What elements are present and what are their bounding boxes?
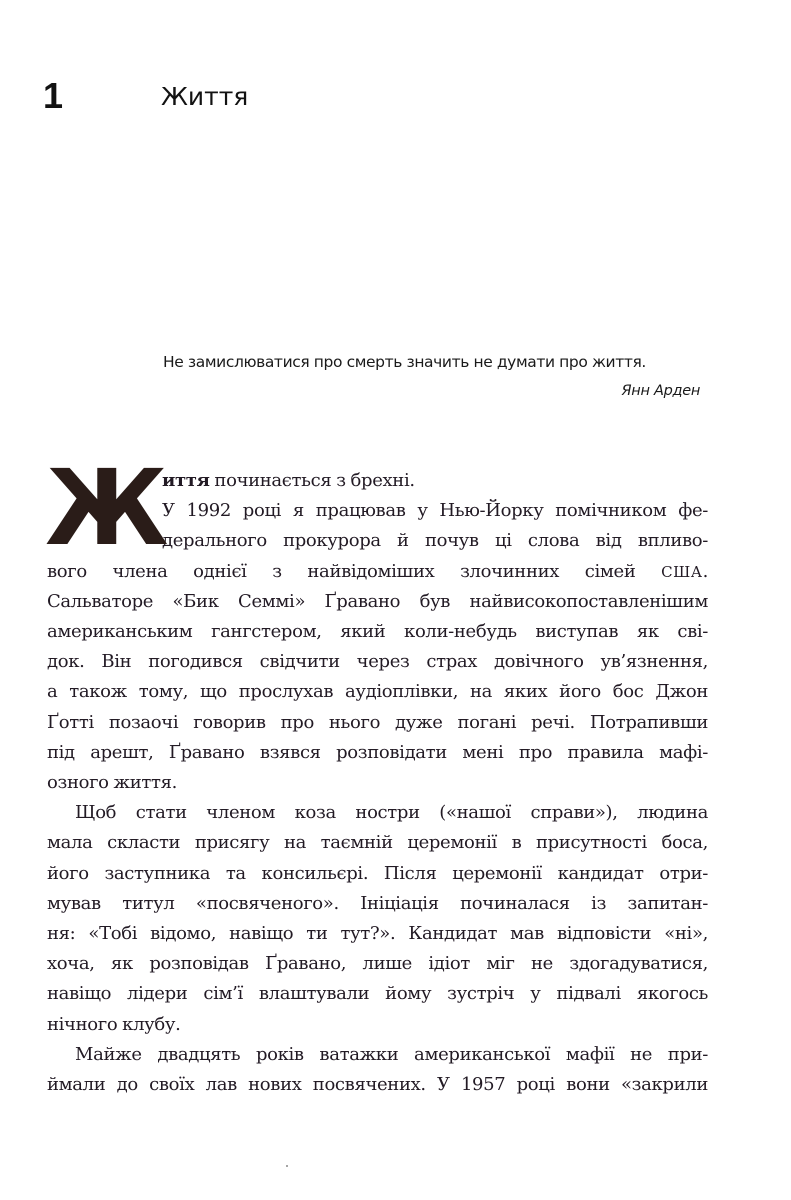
text-span: . [702,560,708,582]
text-line: американським гангстером, який коли-небудь виступав як сві- [47,621,708,643]
text-line: хоча, як розповідав Ґравано, лише ідіот міг не здогадуватися, [47,953,708,975]
text-line: під арешт, Ґравано взявся розповідати мені про правила мафі- [47,741,708,763]
text-line: його заступника та консильєрі. Після церемонії кандидат отри- [47,862,708,884]
text-line: Сальваторе «Бик Семмі» Ґравано був найвисокопоставленішим [47,590,708,612]
lead-word: иття [162,470,210,491]
text-line: ня: «Тобі відомо, навіщо ти тут?». Кандидат мав відповісти «ні», [47,923,708,945]
scan-speck [286,1165,288,1167]
text-line: дерального прокурора й почув ці слова від впливо- [162,530,708,552]
text-line: Майже двадцять років ватажки американської мафії не при- [75,1043,708,1065]
text-line: мував титул «посвяченого». Ініціація починалася із запитан- [47,892,708,914]
text-line: навіщо лідери сім’ї влаштували йому зустріч у підвалі якогось [47,983,708,1005]
third-paragraph [47,1040,708,1100]
text-line: ймали до своїх лав нових посвячених. У 1957 році вони «закрили [47,1074,708,1096]
text-span: починається з брехні. [209,470,415,491]
abbreviation: США [661,562,703,581]
text-line: Щоб стати членом коза ностри («нашої справи»), людина [75,802,708,824]
dropcap-letter: Ж [45,447,165,569]
epigraph-quote: Не замислюватися про смерть значить не думати про життя. [163,353,646,371]
chapter-title: Життя [161,82,249,111]
second-paragraph [47,798,708,1040]
text-line: нічного клубу. [47,1013,181,1035]
text-line: Ґотті позаочі говорив про нього дуже погані речі. Потрапивши [47,711,708,733]
dropcap-wrapped-lines [162,466,708,557]
text-line: а також тому, що прослухав аудіоплівки, на яких його бос Джон [47,681,708,703]
text-line: док. Він погодився свідчити через страх довічного ув’язнення, [47,651,708,673]
text-line: озного життя. [47,772,177,794]
text-line: мала скласти присягу на таємній церемонії в присутності боса, [47,832,708,854]
text-line [162,466,708,496]
chapter-number: 1 [43,75,64,116]
epigraph-author: Янн Арден [621,383,700,399]
text-line: У 1992 році я працював у Нью-Йорку помічником фе- [162,500,708,522]
text-span: вого члена однієї з найвідоміших злочинних сімей [47,560,662,582]
first-paragraph [45,447,708,798]
body-text [45,447,708,1100]
